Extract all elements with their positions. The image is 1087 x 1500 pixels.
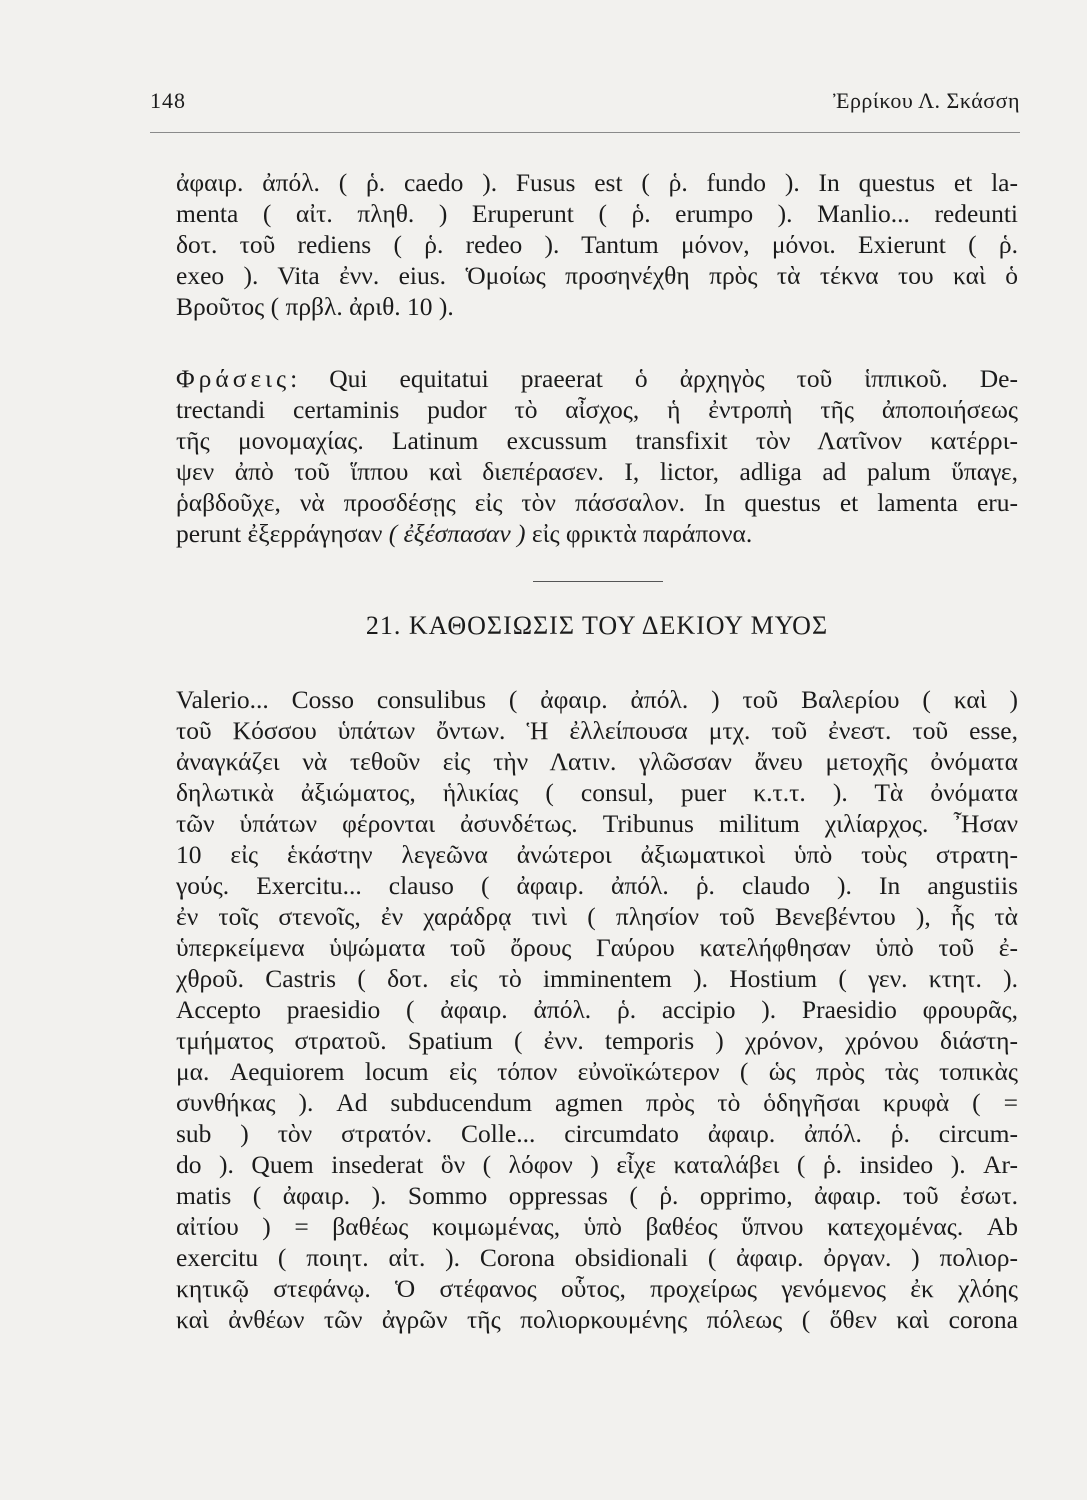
text-line: menta ( αἰτ. πληθ. ) Eruperunt ( ῥ. erumpo ). Manlio... redeunti: [176, 199, 1018, 228]
section-title: 21. ΚΑΘΟΣΙΩΣΙΣ ΤΟΥ ΔΕΚΙΟΥ ΜΥΟΣ: [365, 611, 829, 640]
paragraph-phrases: [176, 363, 1018, 549]
text-line: συνθήκας ). Ad subducendum agmen πρὸς τὸ ὁδηγῆσαι κρυφὰ ( =: [176, 1088, 1018, 1117]
text-line: ἀφαιρ. ἀπόλ. ( ῥ. caedo ). Fusus est ( ῥ. fundo ). In questus et la-: [176, 168, 1018, 197]
phrases-first-line: : Qui equitatui praeerat ὁ ἀρχηγὸς τοῦ ἱππικοῦ. De-: [290, 364, 1018, 393]
text-line: τμήματος στρατοῦ. Spatium ( ἐνν. temporis ) χρόνον, χρόνου διάστη-: [176, 1026, 1018, 1055]
text-line: matis ( ἀφαιρ. ). Sommo oppressas ( ῥ. opprimo, ἀφαιρ. τοῦ ἐσωτ.: [176, 1181, 1018, 1210]
paragraph-section-21: [176, 684, 1018, 1335]
phrases-label: Φράσεις: [176, 364, 291, 393]
text-line: sub ) τὸν στρατόν. Colle... circumdato ἀφαιρ. ἀπόλ. ῥ. circum-: [176, 1119, 1018, 1148]
text-line: [176, 518, 1018, 549]
text-line: exeo ). Vita ἐνν. eius. Ὁμοίως προσηνέχθη πρὸς τὰ τέκνα του καὶ ὁ: [176, 261, 1018, 290]
text-line: δηλωτικὰ ἀξιώματος, ἡλικίας ( consul, puer κ.τ.τ. ). Τὰ ὀνόματα: [176, 778, 1018, 807]
text-line: γούς. Exercitu... clauso ( ἀφαιρ. ἀπόλ. ῥ. claudo ). In angustiis: [176, 871, 1018, 900]
text-line: ἐν τοῖς στενοῖς, ἐν χαράδρᾳ τινὶ ( πλησίον τοῦ Βενεβέντου ), ἧς τὰ: [176, 902, 1018, 931]
page-header: [150, 88, 1020, 128]
text-line: κητικῷ στεφάνῳ. Ὁ στέφανος οὗτος, προχείρως γενόμενος ἐκ χλόης: [176, 1274, 1018, 1303]
text-line: αἰτίου ) = βαθέως κοιμωμένας, ὑπὸ βαθέος ὕπνου κατεχομένας. Ab: [176, 1212, 1018, 1241]
text-line: τῶν ὑπάτων φέρονται ἀσυνδέτως. Tribunus militum χιλίαρχος. Ἦσαν: [176, 809, 1018, 838]
text-line: 10 εἰς ἑκάστην λεγεῶνα ἀνώτεροι ἀξιωματικοὶ ὑπὸ τοὺς στρατη-: [176, 840, 1018, 869]
header-rule: [150, 132, 1020, 133]
paragraph-notes-continued: [176, 167, 1018, 322]
text-line: ψεν ἀπὸ τοῦ ἵππου καὶ διεπέρασεν. I, lictor, adliga ad palum ὕπαγε,: [176, 457, 1018, 486]
last-line-italic: ( ἐξέσπασαν ): [388, 519, 526, 548]
text-line: Βροῦτος ( πρβλ. ἀριθ. 10 ).: [176, 292, 454, 321]
text-line: ὑπερκείμενα ὑψώματα τοῦ ὄρους Γαύρου κατελήφθησαν ὑπὸ τοῦ ἐ-: [176, 933, 1018, 962]
text-line: ἀναγκάζει νὰ τεθοῦν εἰς τὴν Λατιν. γλῶσσαν ἄνευ μετοχῆς ὀνόματα: [176, 747, 1018, 776]
section-divider: [533, 581, 663, 582]
text-line: exercitu ( ποιητ. αἰτ. ). Corona obsidionali ( ἀφαιρ. ὀργαν. ) πολιορ-: [176, 1243, 1018, 1272]
text-line: τῆς μονομαχίας. Latinum excussum transfixit τὸν Λατῖνον κατέρρι-: [176, 426, 1018, 455]
text-line: do ). Quem insederat ὃν ( λόφον ) εἶχε καταλάβει ( ῥ. insideo ). Ar-: [176, 1150, 1018, 1179]
text-line: ῥαβδοῦχε, νὰ προσδέσῃς εἰς τὸν πάσσαλον. In questus et lamenta eru-: [176, 488, 1018, 517]
text-line: μα. Aequiorem locum εἰς τόπον εὐνοϊκώτερον ( ὡς πρὸς τὰς τοπικὰς: [176, 1057, 1018, 1086]
running-head: Ἐρρίκου Λ. Σκάσση: [832, 88, 1020, 113]
text-line: Valerio... Cosso consulibus ( ἀφαιρ. ἀπόλ. ) τοῦ Βαλερίου ( καὶ ): [176, 685, 1018, 714]
text-line: [176, 363, 1018, 394]
page-number: 148: [150, 88, 186, 113]
text-line: δοτ. τοῦ rediens ( ῥ. redeo ). Tantum μόνον, μόνοι. Exierunt ( ῥ.: [176, 230, 1018, 259]
text-line: Accepto praesidio ( ἀφαιρ. ἀπόλ. ῥ. accipio ). Praesidio φρουρᾶς,: [176, 995, 1018, 1024]
text-line: τοῦ Κόσσου ὑπάτων ὄντων. Ἡ ἐλλείπουσα μτχ. τοῦ ἐνεστ. τοῦ esse,: [176, 716, 1018, 745]
last-line-end: εἰς φρικτὰ παράπονα.: [525, 519, 753, 548]
text-line: trectandi certaminis pudor τὸ αἶσχος, ἡ ἐντροπὴ τῆς ἀποποιήσεως: [176, 395, 1018, 424]
text-line: καὶ ἀνθέων τῶν ἀγρῶν τῆς πολιορκουμένης πόλεως ( ὅθεν καὶ corona: [176, 1305, 1018, 1334]
last-line-start: perunt ἐξερράγησαν: [176, 519, 389, 548]
text-line: χθροῦ. Castris ( δοτ. εἰς τὸ imminentem ). Hostium ( γεν. κτητ. ).: [176, 964, 1018, 993]
